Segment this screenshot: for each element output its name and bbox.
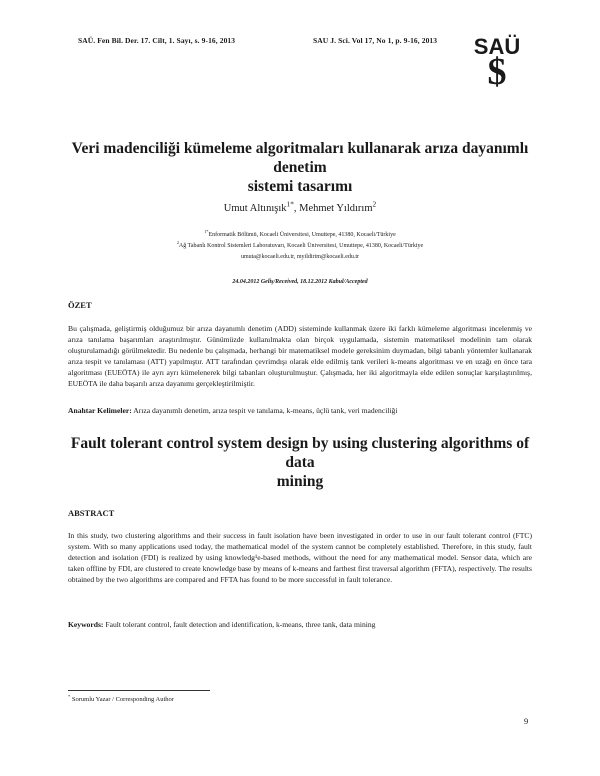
affiliation-1 [0, 230, 600, 241]
author-affiliation-mark: 2 [372, 199, 377, 209]
author-affiliation-mark: 1* [286, 199, 294, 209]
keywords-label: Keywords: [68, 620, 104, 629]
svg-text:$: $ [487, 51, 507, 90]
footnote [68, 693, 174, 703]
article-title-turkish [60, 139, 540, 196]
author-name: Umut Altınışık [223, 203, 287, 214]
author-name: Mehmet Yıldırım [299, 203, 373, 214]
footnote-text: Sorumlu Yazar / Corresponding Author [71, 696, 174, 703]
affiliation-text: Enformatik Bölümü, Kocaeli Üniversitesi, Umuttepe, 41380, Kocaeli/Türkiye [208, 232, 396, 238]
affiliation-2 [0, 241, 600, 252]
svg-text:SAÜ: SAÜ [473, 34, 521, 59]
footnote-mark: * [68, 693, 71, 699]
title-tr-line1: Veri madenciliği kümeleme algoritmaları kullanarak arıza dayanımlı denetim [71, 140, 529, 176]
abstract-heading: ABSTRACT [68, 508, 115, 518]
sau-journal-logo [472, 30, 522, 90]
keywords-text: Arıza dayanımlı denetim, arıza tespit ve tanılama, k-means, üçlü tank, veri madenciliği [133, 406, 398, 415]
title-tr-line2: sistemi tasarımı [247, 178, 353, 195]
keywords-turkish [68, 406, 532, 415]
affiliation-mark: 1* [204, 229, 209, 234]
running-header-turkish: SAÜ. Fen Bil. Der. 17. Cilt, 1. Sayı, s. 9-16, 2013 [78, 36, 236, 45]
page-number: 9 [524, 716, 529, 726]
ozet-paragraph: Bu çalışmada, geliştirmiş olduğumuz bir arıza dayanımlı denetim (ADD) sisteminde kullanmak üzere iki farklı kümeleme algoritması incelenmiş ve arıza tanılama başarımları araştırılmıştır. Günümüzde kullanılmakta olan birçok uygulamada, sistemin matematiksel modelinin tam olarak oluşturulamadığı görülmektedir. Bu nedenle bu çalışmada, herhangi bir matematiksel modele gereksinim duymadan, bilgi tabanlı yöntemler kullanarak arıza tespit ve tanılaması (ATT) yapılmıştır. ATT tarafından çevrimdışı olarak elde edilmiş tank verileri k-means algoritması ve en uzağı en önce tara algoritması (EUEÖTA) ile ayrı ayrı kümelenerek bilgi tabanları oluşturulmuştur. Çalışmada, her iki algoritmayla elde edilen sonuçlar karşılaştırılmış, EUEÖTA ile daha başarılı arıza dayanımı gerçekleştirilmiştir. [68, 324, 532, 388]
author-list [0, 199, 600, 214]
title-en-line2: mining [276, 473, 324, 490]
received-accepted-dates: 24.04.2012 Geliş/Received, 18.12.2012 Kabul/Accepted [232, 279, 368, 285]
keywords-english [68, 620, 532, 629]
author-separator: , [293, 203, 300, 214]
abstract-paragraph: In this study, two clustering algorithms and their success in fault isolation have been investigated in order to use in our fault tolerant control (FTC) system. With so many applications used today, the mathematical model of the system cannot be completely established. Therefore, in this study, fault detection and isolation (FDI) is realized by using knowledg¹e-based methods, without the need for any mathematical model. Sensor data, which are taken offline by FDI, are clustered to create knowledge base by means of k-means and farthest first traversal algorithm (FFTA), respectively. The results obtained by the two algorithms are compared and FFTA has found to be more successful in fault tolerance. [68, 531, 532, 584]
affiliation-mark: 2 [176, 240, 179, 245]
keywords-label: Anahtar Kelimeler: [68, 406, 132, 415]
title-en-line1: Fault tolerant control system design by using clustering algorithms of data [70, 435, 530, 471]
running-header-english: SAU J. Sci. Vol 17, No 1, p. 9-16, 2013 [313, 36, 438, 45]
footnote-divider [68, 690, 210, 691]
article-title-english [60, 434, 540, 491]
keywords-text: Fault tolerant control, fault detection and identification, k-means, three tank, data mining [105, 620, 376, 629]
affiliation-text: Ağ Tabanlı Kontrol Sistemleri Laboratuvarı, Kocaeli Üniversitesi, Umuttepe, 41380, Kocaeli/Türkiye [178, 243, 424, 249]
author-emails: umuta@kocaeli.edu.tr, myildirim@kocaeli.edu.tr [240, 254, 360, 260]
ozet-heading: ÖZET [68, 300, 92, 310]
